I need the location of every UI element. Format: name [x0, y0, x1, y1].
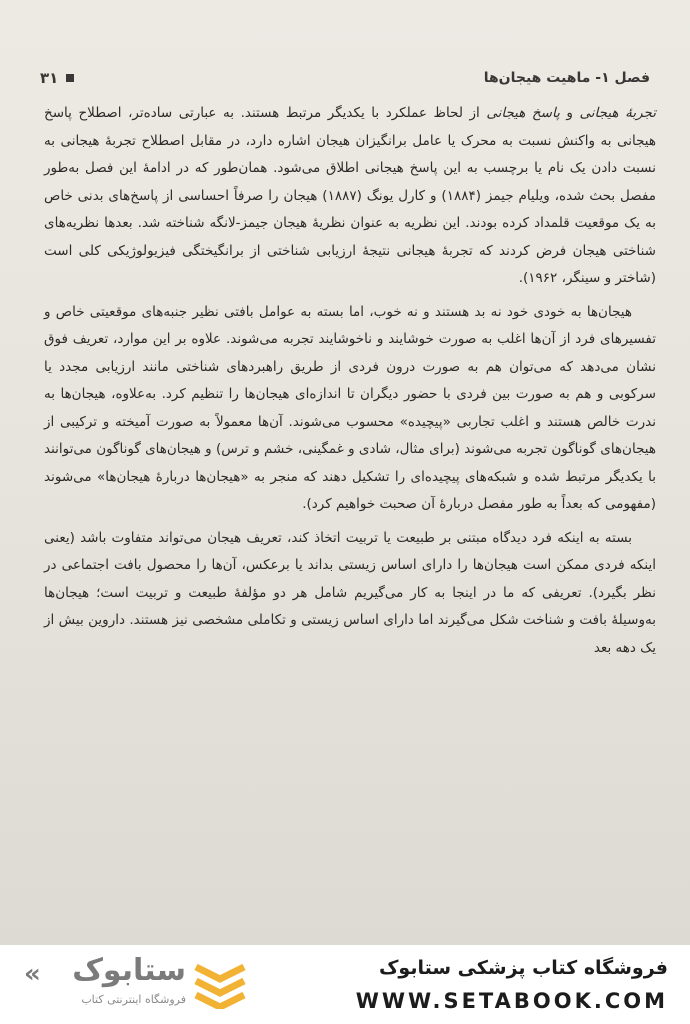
logo-tagline: فروشگاه اینترنتی کتاب	[81, 993, 186, 1006]
logo-wordmark: ستابوک	[72, 953, 186, 988]
running-head	[40, 66, 650, 90]
paragraph-2: هیجان‌ها به خودی خود نه بد هستند و نه خوب، اما بسته به عوامل بافتی نظیر جنبه‌های موقعیتی خاص و تفسیرهای فرد از آن‌ها اغلب به صورت خوشایند و ناخوشایند تجربه می‌شوند. علاوه بر این موارد، تعریف فوق نشان می‌دهد که می‌توان هم به صورت درون فردی از طریق راهبردهای شناختی مانند ارزیابی مجدد یا سرکوبی و هم به صورت بین فردی با حضور دیگران تا اندازه‌ای هیجان‌ها را تنظیم کرد. به‌علاوه، هیجان‌ها به ندرت خالص هستند و اغلب تجاربی «پیچیده» محسوب می‌شوند. آن‌ها معمولاً به صورت آمیخته و ترکیبی از هیجان‌های گوناگون تجربه می‌شوند (برای مثال، شادی و غمگینی، خشم و ترس) و هیجان‌های گوناگون می‌توانند با یکدیگر مرتبط شده و شبکه‌های پیچیده‌ای را تشکیل دهند که منجر به «هیجان‌ها دربارهٔ هیجان‌ها» می‌شوند (مفهومی که بعداً به طور مفصل دربارهٔ آن صحبت خواهیم کرد).	[44, 303, 656, 512]
paragraph-1	[44, 100, 656, 293]
paragraph-1-text: از لحاظ عملکرد با یکدیگر مرتبط هستند. به عبارتی ساده‌تر، اصطلاح پاسخ هیجانی به واکنش نسبت به محرک یا عامل برانگیزان هیجان اشاره دارد، در مقابل اصطلاح تجربهٔ هیجانی به نسبت دادن یک نام یا برچسب به این پاسخ هیجانی اطلاق می‌شود. همان‌طور که در ادامهٔ این فصل به‌طور مفصل بحث شده، ویلیام جیمز (۱۸۸۴) و کارل یونگ (۱۸۸۷) هیجان را صرفاً احساسی از پاسخ‌های بدنی خاص به یک موقعیت قلمداد کرده بودند. این نظریه به عنوان نظریهٔ هیجان جیمز-لانگه شناخته شد. بعدها نظریه‌های شناختی هیجان فرض کردند که تجربهٔ هیجانی نتیجهٔ ارزیابی شناختی از برانگیختگی فیزیولوژیکی کلی است (شاختر و سینگر، ۱۹۶۲).	[44, 105, 656, 286]
setabook-logo[interactable]	[24, 953, 284, 1017]
page-number-group	[40, 69, 74, 87]
chapter-title: فصل ۱- ماهیت هیجان‌ها	[483, 70, 650, 86]
shop-name: فروشگاه کتاب پزشکی ستابوک	[378, 957, 668, 979]
connector: و	[559, 105, 580, 121]
book-stack-icon	[192, 957, 248, 1009]
body-text	[44, 100, 656, 668]
square-bullet-icon	[66, 74, 74, 82]
page-number: ۳۱	[40, 69, 59, 87]
term-emotional-response: پاسخ هیجانی	[486, 105, 560, 121]
shop-url-link[interactable]: WWW.SETABOOK.COM	[355, 989, 668, 1013]
paragraph-3: بسته به اینکه فرد دیدگاه مبتنی بر طبیعت یا تربیت اتخاذ کند، تعریف هیجان می‌تواند متفاوت باشد (یعنی اینکه فردی ممکن است هیجان‌ها را دارای اساس زیستی بداند یا برعکس، آن‌ها را محصول بافت اجتماعی در نظر بگیرد). تعریفی که ما در اینجا به کار می‌گیریم شامل هر دو مؤلفهٔ طبیعت و تربیت است؛ هیجان‌ها به‌وسیلهٔ بافت و شناخت شکل می‌گیرند اما دارای اساس زیستی و تکاملی مشخصی نیز هستند. داروین بیش از یک دهه بعد	[44, 529, 656, 656]
store-footer-banner	[0, 945, 690, 1024]
term-emotional-experience: تجربهٔ هیجانی	[579, 105, 657, 121]
double-chevron-icon: «	[24, 959, 41, 989]
